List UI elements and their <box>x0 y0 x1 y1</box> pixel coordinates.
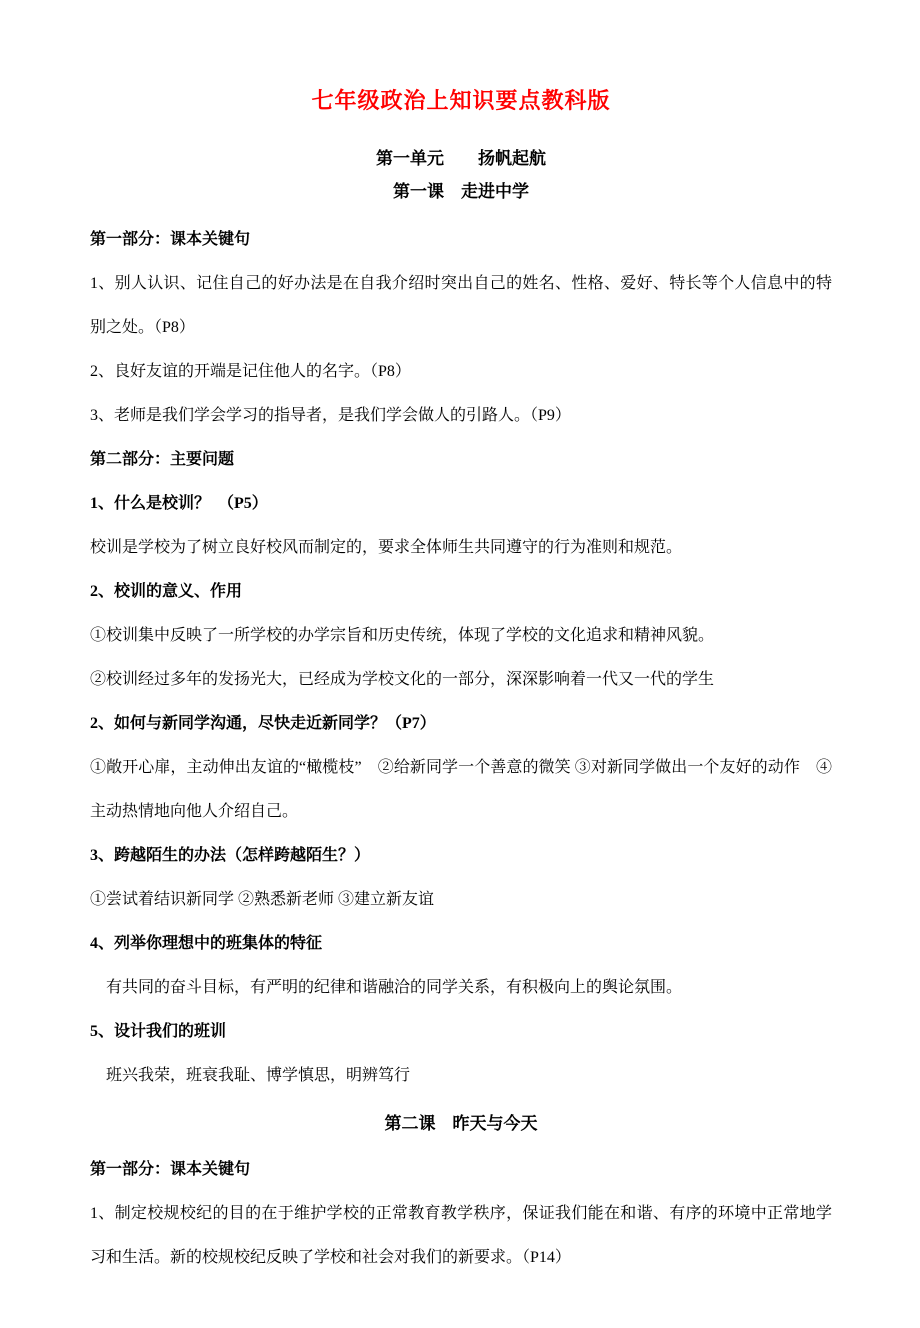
section-heading: 第一部分：课本关键句 <box>90 1161 251 1178</box>
question-heading: 3、跨越陌生的办法（怎样跨越陌生？） <box>90 847 371 864</box>
question-heading: 1、什么是校训？ （P5） <box>90 495 268 512</box>
question-heading: 2、如何与新同学沟通，尽快走近新同学？（P7） <box>90 715 436 732</box>
paragraph: ①校训集中反映了一所学校的办学宗旨和历史传统，体现了学校的文化追求和精神风貌。 <box>90 627 715 644</box>
lesson-heading: 第二课 昨天与今天 <box>384 1114 538 1133</box>
paragraph: 2、良好友谊的开端是记住他人的名字。（P8） <box>90 363 411 380</box>
paragraph: ①敞开心扉，主动伸出友谊的“橄榄枝” ②给新同学一个善意的微笑 ③对新同学做出一个友好的动作 ④主动热情地向他人介绍自己。 <box>90 759 832 820</box>
section-heading: 第一部分：课本关键句 <box>90 231 251 248</box>
lesson-heading: 第一课 走进中学 <box>393 182 529 201</box>
paragraph: 1、制定校规校纪的目的在于维护学校的正常教育教学秩序，保证我们能在和谐、有序的环境中正常地学习和生活。新的校规校纪反映了学校和社会对我们的新要求。（P14） <box>90 1205 832 1266</box>
paragraph: 有共同的奋斗目标，有严明的纪律和谐融洽的同学关系，有积极向上的舆论氛围。 <box>90 979 683 996</box>
question-heading: 2、校训的意义、作用 <box>90 583 243 600</box>
document-body <box>90 218 832 1280</box>
paragraph: 3、老师是我们学会学习的指导者，是我们学会做人的引路人。（P9） <box>90 407 571 424</box>
question-heading: 5、设计我们的班训 <box>90 1023 227 1040</box>
paragraph: 1、别人认识、记住自己的好办法是在自我介绍时突出自己的姓名、性格、爱好、特长等个人信息中的特别之处。（P8） <box>90 275 832 336</box>
question-heading: 4、列举你理想中的班集体的特征 <box>90 935 323 952</box>
paragraph: 班兴我荣，班衰我耻、博学慎思，明辨笃行 <box>90 1067 411 1084</box>
paragraph: ②校训经过多年的发扬光大，已经成为学校文化的一部分，深深影响着一代又一代的学生 <box>90 671 715 688</box>
paragraph: ①尝试着结识新同学 ②熟悉新老师 ③建立新友谊 <box>90 891 435 908</box>
document-title: 七年级政治上知识要点教科版 <box>311 88 611 113</box>
paragraph: 校训是学校为了树立良好校风而制定的，要求全体师生共同遵守的行为准则和规范。 <box>90 539 683 556</box>
unit-heading: 第一单元 扬帆起航 <box>376 149 546 168</box>
section-heading: 第二部分：主要问题 <box>90 451 235 468</box>
